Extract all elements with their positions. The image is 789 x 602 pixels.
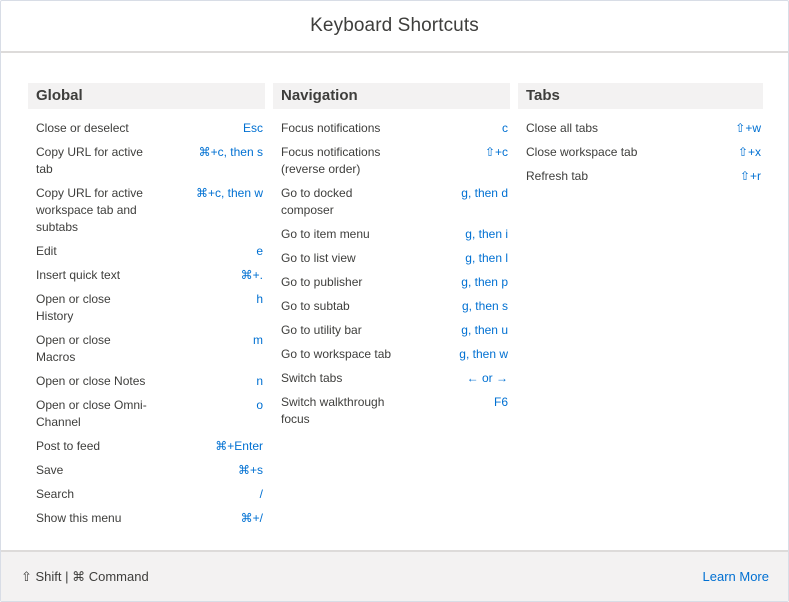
shortcut-key: ⌘+Enter xyxy=(215,439,263,453)
shortcut-key: c xyxy=(502,121,508,135)
shortcut-label: Go to workspace tab xyxy=(281,347,392,361)
shortcut-row xyxy=(28,185,265,236)
shortcut-row xyxy=(273,274,510,291)
shortcut-key: ← or → xyxy=(466,371,508,385)
shortcut-label: Open or close Omni-Channel xyxy=(36,398,147,429)
modal-footer xyxy=(1,550,788,601)
shortcut-key: ⇧+x xyxy=(737,145,761,159)
shortcut-label: Go to list view xyxy=(281,251,356,265)
shortcut-row xyxy=(28,332,265,366)
shortcut-row xyxy=(28,120,265,137)
shortcut-label: Show this menu xyxy=(36,511,122,525)
shortcut-label: Edit xyxy=(36,244,57,258)
shortcut-label: Open or close Notes xyxy=(36,374,146,388)
shortcut-row xyxy=(28,144,265,178)
shortcut-key: g, then l xyxy=(465,251,508,265)
shortcut-key: ⌘+/ xyxy=(240,511,263,525)
shortcut-key: ⌘+s xyxy=(237,463,263,477)
shortcut-key: g, then u xyxy=(461,323,508,337)
navigation-list xyxy=(273,120,510,428)
shortcut-key: ⌘+c, then s xyxy=(198,145,263,159)
shortcut-key: / xyxy=(259,487,263,501)
shortcut-row xyxy=(28,267,265,284)
shortcut-label: Go to subtab xyxy=(281,299,350,313)
shortcut-row xyxy=(273,322,510,339)
shortcut-label: Post to feed xyxy=(36,439,101,453)
shortcut-row xyxy=(28,462,265,479)
shortcut-row xyxy=(273,250,510,267)
shortcut-key: F6 xyxy=(493,395,508,409)
shortcut-row xyxy=(28,438,265,455)
shortcut-row xyxy=(273,394,510,428)
shortcut-label: Search xyxy=(36,487,75,501)
shortcut-key: ⌘+c, then w xyxy=(195,186,263,200)
shortcut-row xyxy=(28,510,265,527)
shortcut-key: e xyxy=(256,244,263,258)
shortcut-label: Go to docked composer xyxy=(281,186,353,217)
navigation-section xyxy=(273,83,510,435)
shortcut-label: Go to item menu xyxy=(281,227,370,241)
modal-header xyxy=(1,1,788,53)
shortcut-label: Copy URL for active workspace tab and subtabs xyxy=(36,186,143,234)
shortcut-row xyxy=(28,243,265,260)
global-section xyxy=(28,83,265,534)
shortcut-label: Close workspace tab xyxy=(526,145,638,159)
shortcut-label: Focus notifications xyxy=(281,121,381,135)
shortcut-key: ⇧+c xyxy=(484,145,508,159)
tabs-heading: Tabs xyxy=(518,83,763,109)
tabs-list xyxy=(518,120,763,185)
shortcut-key: ⇧+w xyxy=(735,121,761,135)
shortcut-row xyxy=(273,226,510,243)
shortcut-label: Focus notifications (reverse order) xyxy=(281,145,381,176)
global-heading: Global xyxy=(28,83,265,109)
shortcut-row xyxy=(28,486,265,503)
shortcut-key: ⇧+r xyxy=(739,169,761,183)
shortcut-label: Save xyxy=(36,463,64,477)
shortcut-key: o xyxy=(256,398,263,412)
shortcut-row xyxy=(518,144,763,161)
global-list xyxy=(28,120,265,527)
shortcut-key: g, then i xyxy=(465,227,508,241)
shortcut-key: h xyxy=(256,292,263,306)
modal-title: Keyboard Shortcuts xyxy=(310,15,479,36)
shortcut-label: Open or close Macros xyxy=(36,333,111,364)
shortcut-label: Copy URL for active tab xyxy=(36,145,143,176)
shortcut-row xyxy=(28,397,265,431)
shortcut-row xyxy=(518,120,763,137)
tabs-section xyxy=(518,83,763,192)
shortcut-row xyxy=(518,168,763,185)
shortcut-key: m xyxy=(253,333,263,347)
shortcut-key: g, then w xyxy=(459,347,508,361)
shortcut-key: g, then d xyxy=(461,186,508,200)
shortcut-key: n xyxy=(256,374,263,388)
modifier-legend: ⇧ Shift | ⌘ Command xyxy=(21,568,149,584)
shortcut-label: Close all tabs xyxy=(526,121,599,135)
shortcut-label: Open or close History xyxy=(36,292,111,323)
shortcut-row xyxy=(273,185,510,219)
shortcut-label: Switch tabs xyxy=(281,371,343,385)
shortcut-row xyxy=(273,298,510,315)
shortcut-row xyxy=(273,346,510,363)
shortcut-label: Insert quick text xyxy=(36,268,121,282)
shortcut-label: Close or deselect xyxy=(36,121,129,135)
learn-more-link[interactable]: Learn More xyxy=(702,569,769,584)
shortcut-label: Go to publisher xyxy=(281,275,363,289)
shortcut-label: Go to utility bar xyxy=(281,323,362,337)
shortcut-key: g, then p xyxy=(461,275,508,289)
shortcut-key: g, then s xyxy=(461,299,508,313)
shortcut-label: Switch walkthrough focus xyxy=(281,395,385,426)
navigation-heading: Navigation xyxy=(273,83,510,109)
modal-body xyxy=(1,55,788,550)
shortcut-key: ⌘+. xyxy=(240,268,263,282)
shortcut-row xyxy=(273,120,510,137)
shortcut-label: Refresh tab xyxy=(526,169,589,183)
shortcut-key: Esc xyxy=(242,121,263,135)
shortcut-row xyxy=(273,370,510,387)
shortcut-row xyxy=(28,291,265,325)
shortcut-row xyxy=(28,373,265,390)
shortcut-row xyxy=(273,144,510,178)
